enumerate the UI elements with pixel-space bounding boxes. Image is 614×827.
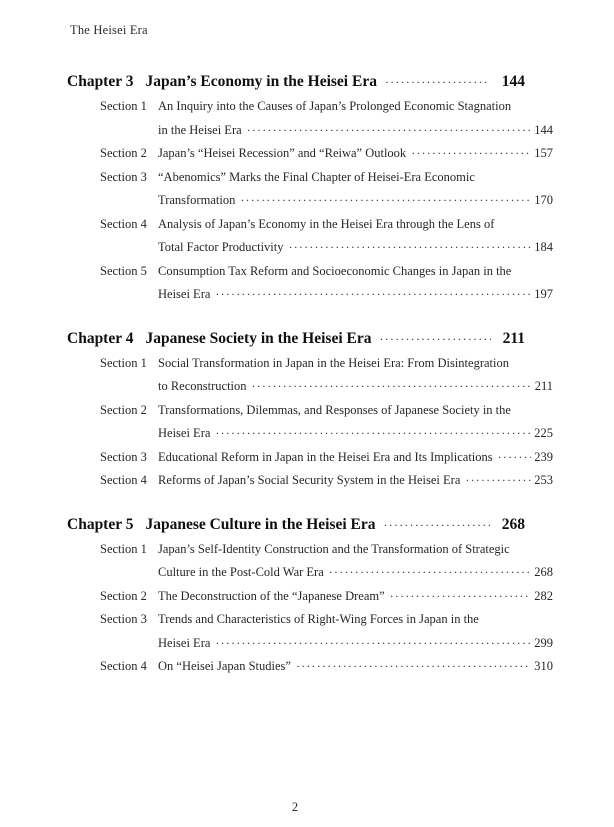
toc-section-row xyxy=(0,166,614,190)
chapter-label: Chapter 4 xyxy=(67,329,134,347)
toc-section-row-continuation xyxy=(0,119,614,143)
section-page-number: 211 xyxy=(534,379,553,393)
toc-section-row-continuation xyxy=(0,561,614,585)
toc-chapter-4 xyxy=(0,325,614,493)
section-page-number: 253 xyxy=(534,473,553,487)
dot-leader xyxy=(498,446,532,470)
section-page-number: 157 xyxy=(534,146,553,160)
section-page-number: 225 xyxy=(534,426,553,440)
chapter-heading xyxy=(0,511,614,538)
dot-leader xyxy=(240,189,531,213)
section-page-number: 268 xyxy=(534,565,553,579)
toc-chapter-5 xyxy=(0,511,614,679)
section-title: Japan’s Self-Identity Construction and the Transformation of Strategic xyxy=(158,541,510,556)
section-page-number: 282 xyxy=(534,588,553,603)
toc-section-row xyxy=(0,399,614,423)
section-title-continuation: Transformation xyxy=(158,193,236,207)
section-page-number: 144 xyxy=(534,122,553,137)
running-header: The Heisei Era xyxy=(70,23,148,37)
section-title: “Abenomics” Marks the Final Chapter of Heisei-Era Economic xyxy=(158,169,475,184)
toc-section-row xyxy=(0,213,614,237)
toc-section-row xyxy=(0,585,614,609)
section-label: Section 2 xyxy=(100,146,147,160)
section-label: Section 3 xyxy=(100,169,147,184)
section-page-number: 170 xyxy=(534,193,553,207)
section-title: The Deconstruction of the “Japanese Dream” xyxy=(158,588,385,603)
toc-section-row-continuation xyxy=(0,375,614,399)
toc-section-row xyxy=(0,352,614,376)
dot-leader xyxy=(390,585,532,609)
section-title: Transformations, Dilemmas, and Responses of Japanese Society in the xyxy=(158,402,511,417)
chapter-label: Chapter 3 xyxy=(67,73,134,90)
toc-section-row xyxy=(0,608,614,632)
section-title: Educational Reform in Japan in the Heisei Era and Its Implications xyxy=(158,449,493,464)
chapter-page-number: 268 xyxy=(501,515,525,533)
page-number: 2 xyxy=(291,800,299,814)
table-of-contents xyxy=(0,68,614,697)
toc-chapter-3 xyxy=(0,68,614,307)
toc-section-row xyxy=(0,655,614,679)
section-title: Reforms of Japan’s Social Security System in the Heisei Era xyxy=(158,473,461,487)
section-label: Section 2 xyxy=(100,402,147,417)
section-page-number: 197 xyxy=(534,287,553,301)
chapter-heading xyxy=(0,325,614,352)
dot-leader xyxy=(379,326,490,353)
toc-section-row-continuation xyxy=(0,236,614,260)
section-title-continuation: Heisei Era xyxy=(158,287,211,301)
section-page-number: 239 xyxy=(534,449,553,464)
dot-leader xyxy=(252,375,532,399)
toc-section-row xyxy=(0,538,614,562)
chapter-heading xyxy=(0,68,614,95)
dot-leader xyxy=(411,142,531,166)
dot-leader xyxy=(385,69,490,96)
dot-leader xyxy=(296,655,531,679)
dot-leader xyxy=(215,422,531,446)
section-label: Section 4 xyxy=(100,216,147,231)
chapter-title: Japanese Society in the Heisei Era xyxy=(145,329,372,347)
section-title: Trends and Characteristics of Right-Wing Forces in Japan in the xyxy=(158,612,479,626)
dot-leader xyxy=(465,469,531,493)
chapter-page-number: 211 xyxy=(502,329,525,347)
toc-section-row-continuation xyxy=(0,422,614,446)
toc-section-row-continuation xyxy=(0,283,614,307)
section-title: On “Heisei Japan Studies” xyxy=(158,659,291,673)
section-label: Section 4 xyxy=(100,473,147,487)
dot-leader xyxy=(215,632,531,656)
dot-leader xyxy=(329,561,531,585)
dot-leader xyxy=(289,236,532,260)
chapter-title: Japan’s Economy in the Heisei Era xyxy=(145,73,377,90)
section-title-continuation: Culture in the Post-Cold War Era xyxy=(158,565,324,579)
section-label: Section 3 xyxy=(100,612,147,626)
chapter-label: Chapter 5 xyxy=(67,515,134,533)
section-page-number: 184 xyxy=(534,240,553,254)
section-title: Japan’s “Heisei Recession” and “Reiwa” Outlook xyxy=(158,146,407,160)
toc-section-row xyxy=(0,446,614,470)
toc-section-row xyxy=(0,260,614,284)
chapter-page-number: 144 xyxy=(501,73,525,90)
toc-section-row-continuation xyxy=(0,632,614,656)
section-title-continuation: in the Heisei Era xyxy=(158,122,242,137)
toc-section-row xyxy=(0,142,614,166)
section-label: Section 3 xyxy=(100,449,147,464)
dot-leader xyxy=(247,119,532,143)
toc-section-row-continuation xyxy=(0,189,614,213)
section-page-number: 299 xyxy=(534,635,553,650)
dot-leader xyxy=(215,283,531,307)
section-title-continuation: Heisei Era xyxy=(158,635,211,650)
section-title: Consumption Tax Reform and Socioeconomic Changes in Japan in the xyxy=(158,263,512,278)
toc-section-row xyxy=(0,469,614,493)
chapter-title: Japanese Culture in the Heisei Era xyxy=(145,515,376,533)
section-title-continuation: Heisei Era xyxy=(158,426,211,440)
section-title: Social Transformation in Japan in the Heisei Era: From Disintegration xyxy=(158,355,509,370)
section-label: Section 1 xyxy=(100,99,147,113)
section-label: Section 1 xyxy=(100,355,147,370)
section-title: Analysis of Japan’s Economy in the Heisei Era through the Lens of xyxy=(158,216,495,231)
section-title-continuation: to Reconstruction xyxy=(158,379,247,393)
section-label: Section 4 xyxy=(100,659,147,673)
section-label: Section 1 xyxy=(100,541,147,556)
section-page-number: 310 xyxy=(534,659,553,673)
section-title-continuation: Total Factor Productivity xyxy=(158,240,284,254)
toc-section-row xyxy=(0,95,614,119)
section-title: An Inquiry into the Causes of Japan’s Prolonged Economic Stagnation xyxy=(158,99,512,113)
section-label: Section 2 xyxy=(100,588,147,603)
dot-leader xyxy=(384,512,490,539)
section-label: Section 5 xyxy=(100,263,147,278)
